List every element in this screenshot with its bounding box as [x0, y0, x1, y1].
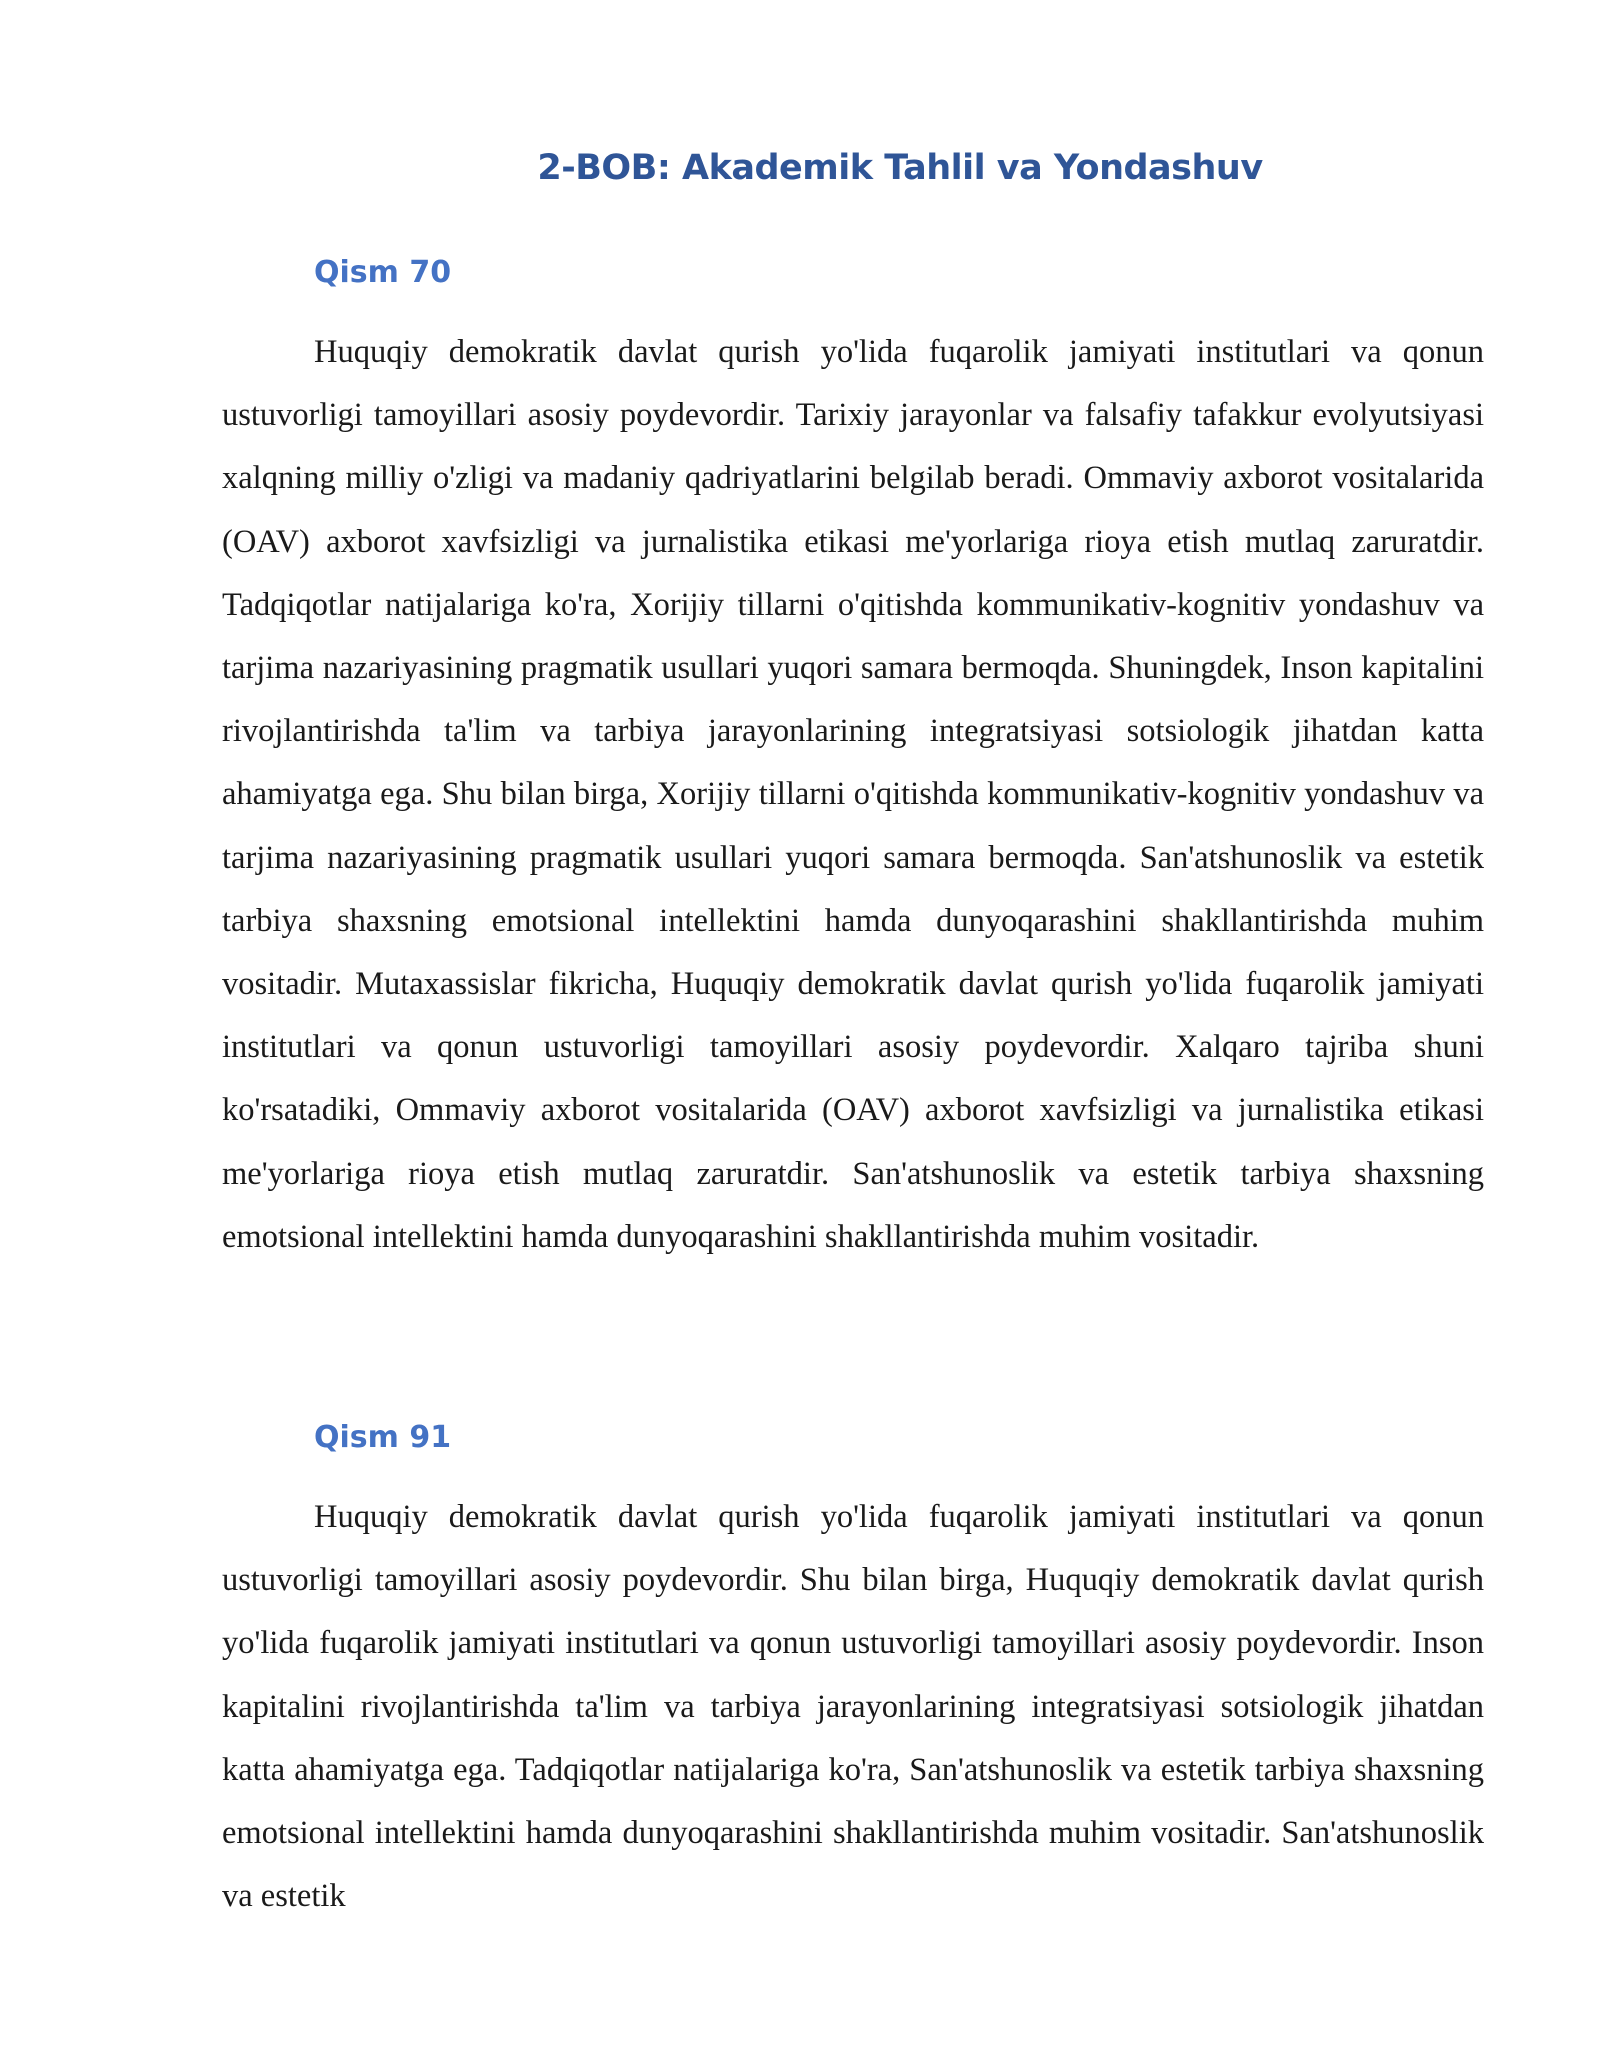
section-heading: Qism 70 — [314, 255, 452, 290]
chapter-title: 2-BOB: Akademik Tahlil va Yondashuv — [537, 148, 1263, 188]
section-paragraph: Huquqiy demokratik davlat qurish yo'lida fuqarolik jamiyati institutlari va qonun ustuvorligi tamoyillari asosiy poydevordir. Shu bilan birga, Huquqiy demokratik davlat qurish yo'lida fuqarolik jamiyati institutlari va qonun ustuvorligi tamoyillari asosiy poydevordir. Inson kapitalini rivojlantirishda ta'lim va tarbiya jarayonlarining integratsiyasi sotsiologik jihatdan katta ahamiyatga ega. Tadqiqotlar natijalariga ko'ra, San'atshunoslik va estetik tarbiya shaxsning emotsional intellektini hamda dunyoqarashini shakllantirishda muhim vositadir. San'atshunoslik va estetik — [222, 1499, 1484, 1915]
section-paragraph: Huquqiy demokratik davlat qurish yo'lida fuqarolik jamiyati institutlari va qonun ustuvorligi tamoyillari asosiy poydevordir. Tarixiy jarayonlar va falsafiy tafakkur evolyutsiyasi xalqning milliy o'zligi va madaniy qadriyatlarini belgilab beradi. Ommaviy axborot vositalarida (OAV) axborot xavfsizligi va jurnalistika etikasi me'yorlariga rioya etish mutlaq zaruratdir. Tadqiqotlar natijalariga ko'ra, Xorijiy tillarni o'qitishda kommunikativ-kognitiv yondashuv va tarjima nazariyasining pragmatik usullari yuqori samara bermoqda. Shuningdek, Inson kapitalini rivojlantirishda ta'lim va tarbiya jarayonlarining integratsiyasi sotsiologik jihatdan katta ahamiyatga ega. Shu bilan birga, Xorijiy tillarni o'qitishda kommunikativ-kognitiv yondashuv va tarjima nazariyasining pragmatik usullari yuqori samara bermoqda. San'atshunoslik va estetik tarbiya shaxsning emotsional intellektini hamda dunyoqarashini shakllantirishda muhim vositadir. Mutaxassislar fikricha, Huquqiy demokratik davlat qurish yo'lida fuqarolik jamiyati institutlari va qonun ustuvorligi tamoyillari asosiy poydevordir. Xalqaro tajriba shuni ko'rsatadiki, Ommaviy axborot vositalarida (OAV) axborot xavfsizligi va jurnalistika etikasi me'yorlariga rioya etish mutlaq zaruratdir. San'atshunoslik va estetik tarbiya shaxsning emotsional intellektini hamda dunyoqarashini shakllantirishda muhim vositadir. — [222, 334, 1484, 1255]
section-heading: Qism 91 — [314, 1420, 452, 1455]
section — [222, 253, 1484, 1269]
section — [222, 1418, 1484, 1928]
